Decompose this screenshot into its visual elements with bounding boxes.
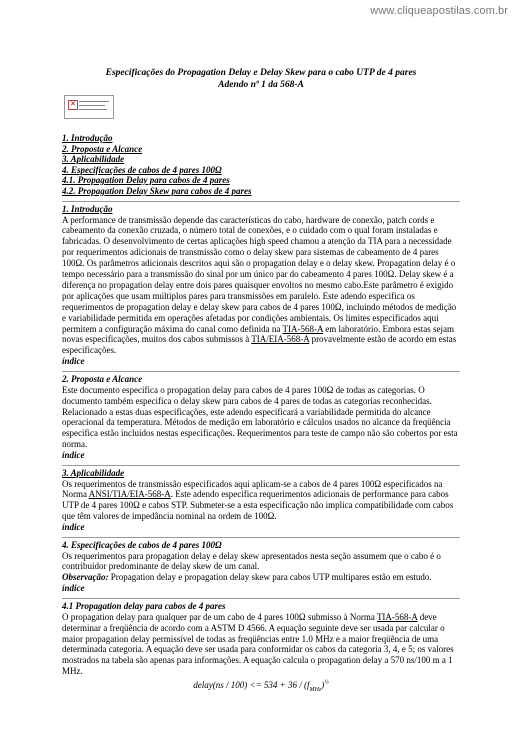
section-text: Os requerimentos para propagation delay e delay skew apresentados nesta seção assumem que o cabo é o contribuidor predominante de delay skew de um canal. xyxy=(62,550,441,572)
index-link[interactable]: índice xyxy=(62,450,85,461)
link-ansi-tia-eia-568-a[interactable]: ANSI/TIA/EIA-568-A xyxy=(88,489,171,500)
toc-link-especificacoes[interactable]: 4. Especificações de cabos de 4 pares 100Ω xyxy=(62,164,222,175)
site-watermark: www.cliqueapostilas.com.br xyxy=(370,5,508,17)
table-of-contents xyxy=(62,133,460,196)
link-tia-568-a[interactable]: TIA-568-A xyxy=(376,611,418,622)
index-link[interactable]: índice xyxy=(62,583,85,594)
section-introducao xyxy=(62,201,460,367)
observation-text: Observação: Propagation delay e propagation delay skew para cabos UTP multipares estão em estudo. xyxy=(62,572,432,583)
toc-link-introducao[interactable]: 1. Introdução xyxy=(62,133,113,143)
section-text: O propagation delay para qualquer par de um cabo de 4 pares 100Ω submisso à Norma TIA-568-A deve determinar a freqüência de acordo com a ASTM D 4566. A equação seguinte deve ser usada par calcular o maior propagation delay permissível de todas as freqüências entre 1.0 MHz e a maior freqüência de uma determinada categoria. A equação deve ser usada para conformidar os cabos da categoria 3, 4, e 5; os valores mostrados na tabela são apenas para informações. A equação calcula o propagation delay a 570 ns/100 m a 1 MHz. xyxy=(62,611,454,677)
document-title xyxy=(62,68,460,91)
section-proposta xyxy=(62,371,460,461)
index-link[interactable]: índice xyxy=(62,522,85,533)
toc-link-delay-skew[interactable]: 4.2. Propagation Delay Skew para cabos de 4 pares xyxy=(62,185,252,196)
document-page xyxy=(62,62,460,696)
section-heading: 4. Especificações de cabos de 4 pares 100Ω xyxy=(62,540,222,551)
broken-image-icon xyxy=(64,95,114,119)
section-heading: 3. Aplicabilidade xyxy=(62,468,125,479)
title-line-2: Adendo nº 1 da 568-A xyxy=(218,79,304,90)
toc-link-proposta[interactable]: 2. Proposta e Alcance xyxy=(62,143,143,154)
title-line-1: Especificações do Propagation Delay e Delay Skew para o cabo UTP de 4 pares xyxy=(105,68,417,78)
link-tia-568-a[interactable]: TIA-568-A xyxy=(282,323,323,334)
section-text: Os requerimentos de transmissão especificados aqui aplicam-se a cabos de 4 pares 100Ω especificados na Norma ANSI/TIA/EIA-568-A. Este adendo especifica requerimentos adicionais de performance para cabos UTP de 4 pares 100Ω e cabos STP. Submeter-se a esta especificação não implica compatibilidade com cabos que têm valores de impedância nominal na ordem de 100Ω. xyxy=(62,478,454,522)
link-tia-eia-568-a[interactable]: TIA/EIA-568-A xyxy=(251,334,310,345)
toc-link-aplicabilidade[interactable]: 3. Aplicabilidade xyxy=(62,154,125,164)
section-text: Este documento especifica o propagation delay para cabos de 4 pares 100Ω de todas as categorias. O documento também especifica o delay skew para cabos de 4 pares de todas as categorias reconhecidas. Relacionado a estas duas especificações, este adendo especificará a variabilidade permitida do alcance operacional da temperatura. Métodos de medição em laboratório e cálculos usados no alcance da freqüência especifica estão incluídos nestas especificações. Requerimentos para teste de campo não são cobertos por esta norma. xyxy=(62,384,458,450)
section-propagation-delay xyxy=(62,598,460,696)
section-heading: 2. Proposta e Alcance xyxy=(62,374,143,385)
section-heading: 1. Introdução xyxy=(62,204,113,214)
section-heading: 4.1 Propagation delay para cabos de 4 pares xyxy=(62,601,226,612)
image-x-icon: ✕ xyxy=(68,100,78,110)
section-text: A performance de transmissão depende das características do cabo, hardware de conexão, patch cords e cabeamento da conexão cruzada, o número total de conexões, e o cuidado com o qual foram instaladas e fabricadas. O desenvolvimento de certas aplicações high speed chamou a atenção da TIA para a necessidade por requerimentos adicionais de transmissão como o delay skew para sistemas de cabeamento de 4 pares 100Ω. Os parâmetros adicionais descritos aqui são o propagation delay e o delay skew. Propagation delay é o tempo necessário para a transmissão do sinal por um único par do cabeamento 4 pares 100Ω. Delay skew é a diferença no propagation delay entre dois pares quaisquer envoltos no mesmo cabo.Este parâmetro é exigido por aplicações que usam múltiplos pares para transmissões em paralelo. Este adendo especifica os requerimentos de propagation delay e delay skew para cabos de 4 pares 100Ω, incluindo métodos de medição e variabilidade permitida em operações afetadas por condições ambientais. Os limites especificados aqui permitem a configuração máxima do canal como definida na TIA-568-A em laboratório. Embora estas sejam novas especificações, muitos dos cabos submissos à TIA/EIA-568-A provavelmente estão de acordo em estas especificações. xyxy=(62,214,457,356)
index-link[interactable]: índice xyxy=(62,356,85,367)
section-especificacoes xyxy=(62,537,460,594)
delay-equation: delay(ns / $100) <= 534 + 36 / (f_{MHz})^{\frac{1}{2}}$ xyxy=(193,680,329,693)
section-aplicabilidade xyxy=(62,465,460,533)
toc-link-propagation-delay[interactable]: 4.1. Propagation Delay para cabos de 4 pares xyxy=(62,175,230,185)
